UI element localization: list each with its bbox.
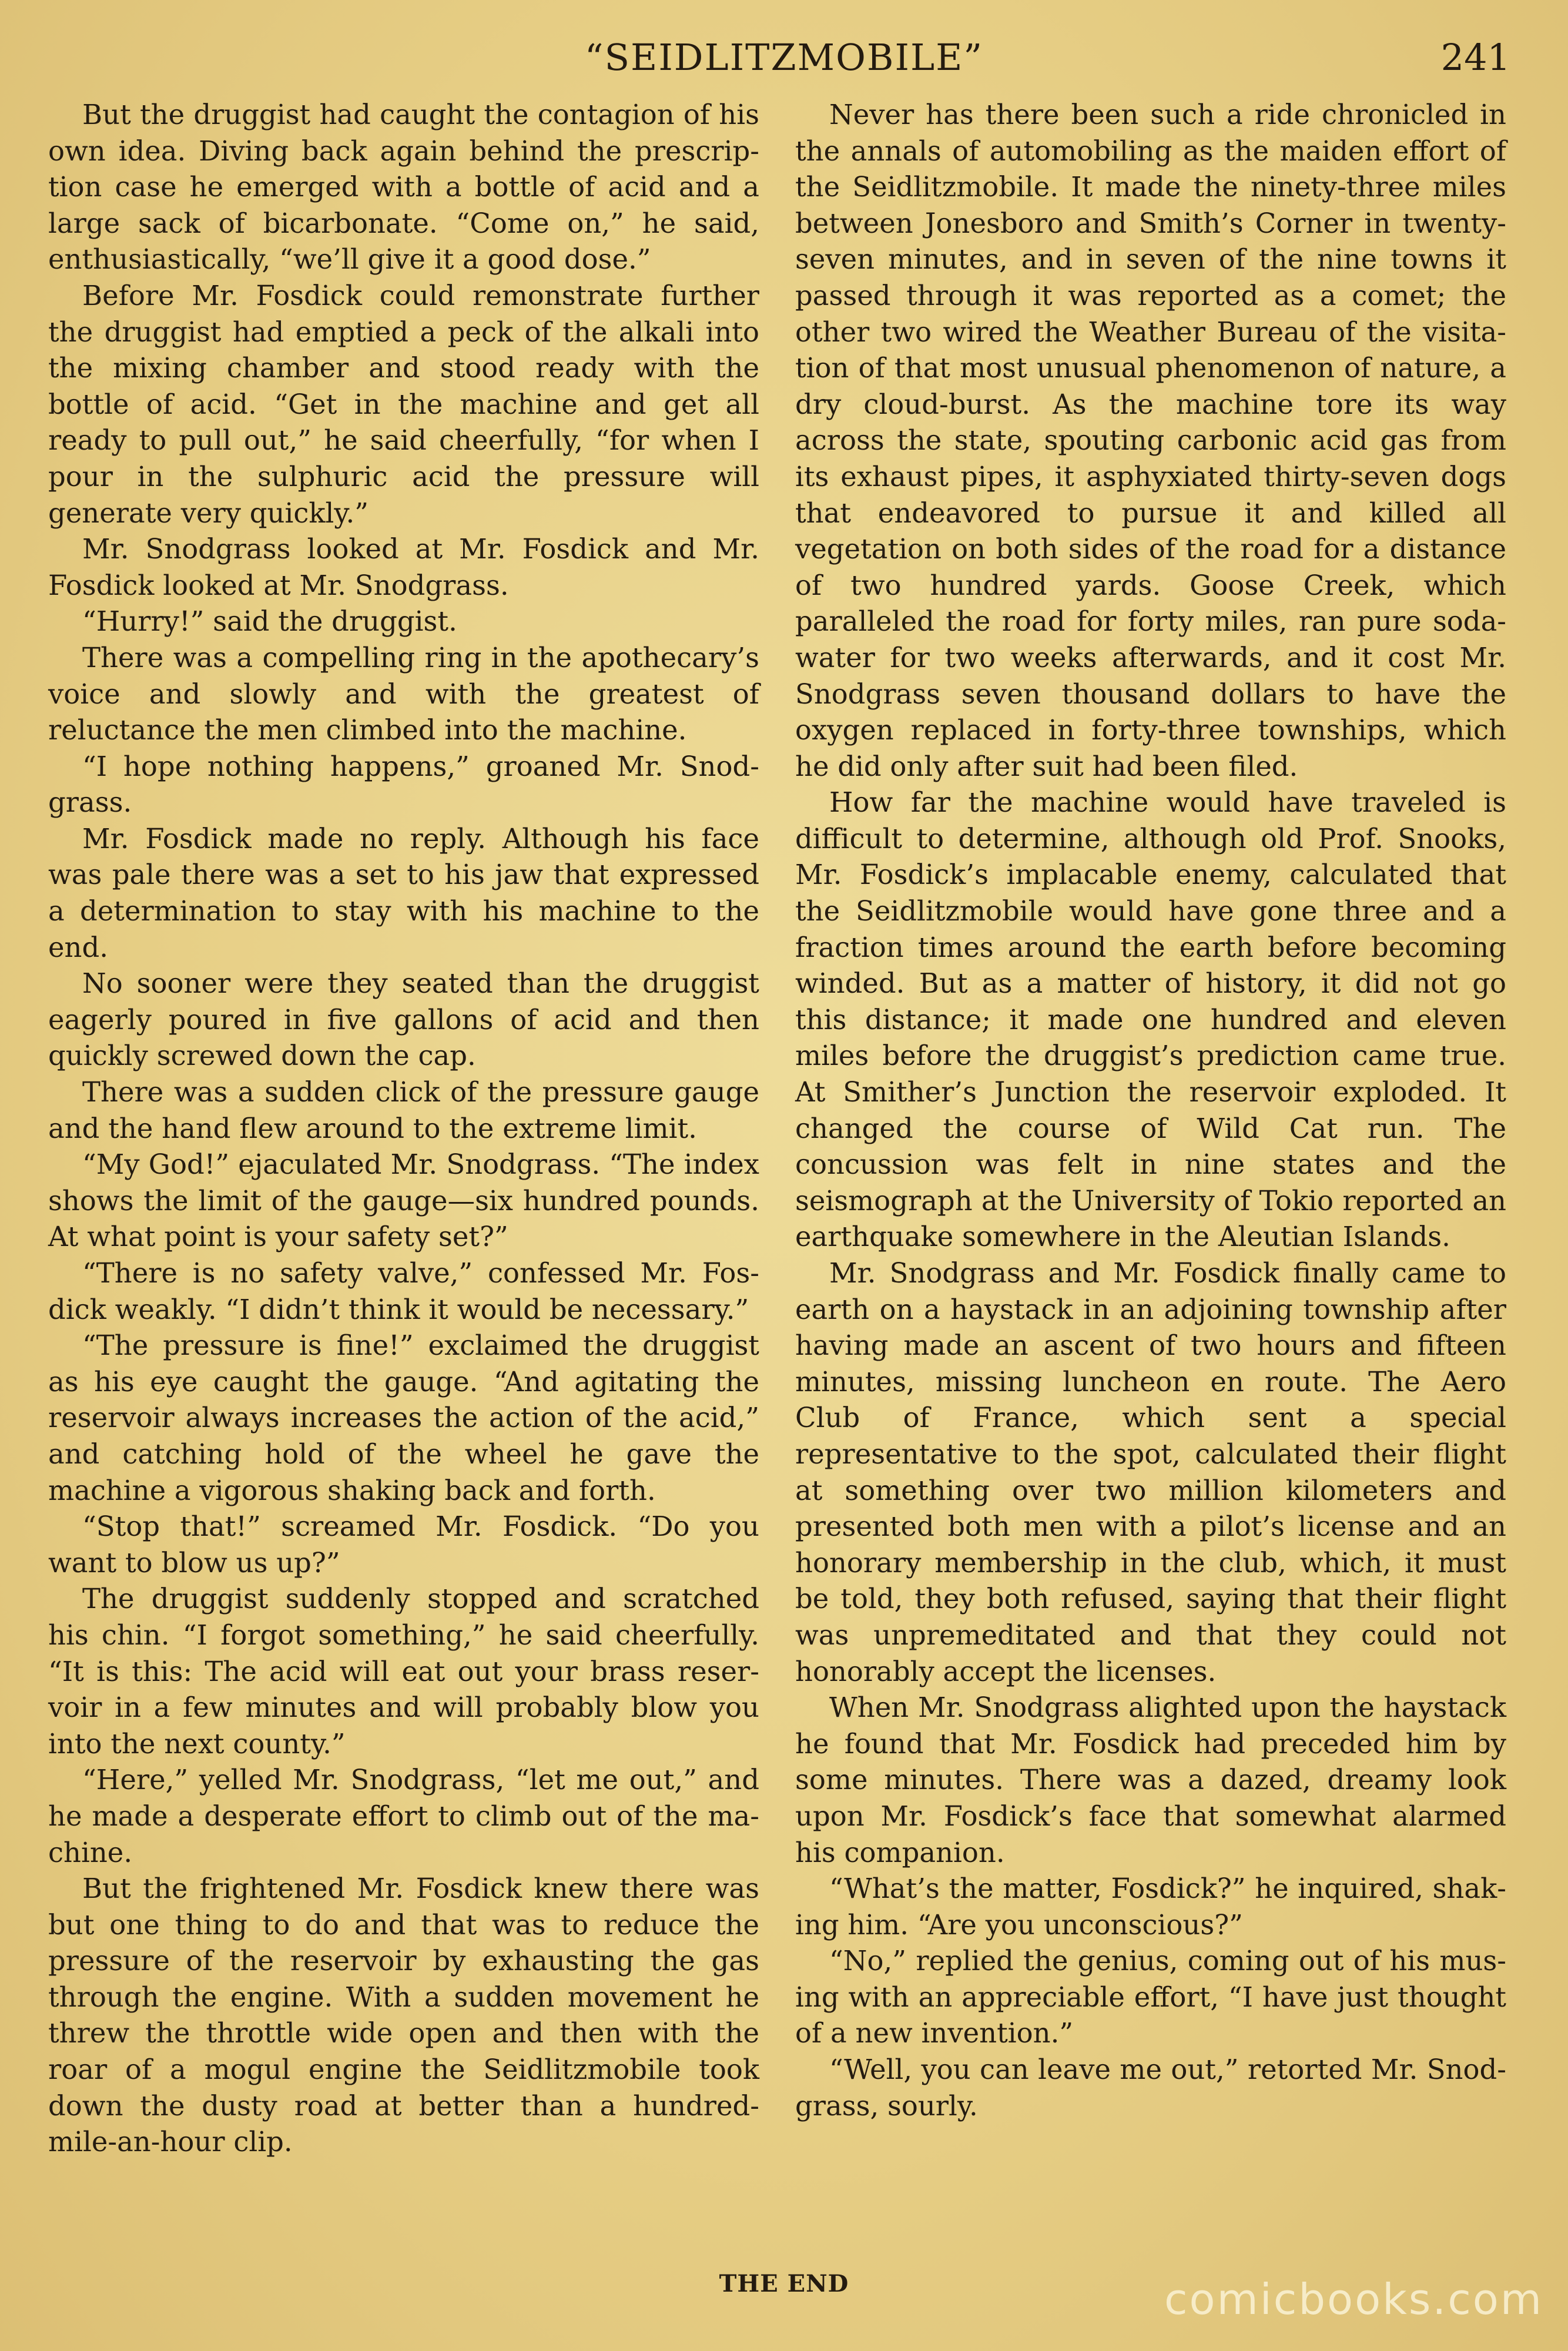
the-end-marker: THE END	[719, 2270, 849, 2298]
paragraph: “I hope nothing happens,” groaned Mr. Snodgrass.	[48, 750, 759, 819]
paragraph: But the druggist had caught the contagion of his own idea. Diving back again behind the prescription case he emerged with a bottle of acid and a large sack of bicarbonate. “Come on,” he said, enthusiastically, “we’ll give it a good dose.”	[48, 99, 759, 276]
paragraph: Mr. Fosdick made no reply. Although his face was pale there was a set to his jaw that expressed a determination to stay with his machine to the end.	[48, 822, 759, 963]
paragraph: Mr. Snodgrass and Mr. Fosdick finally came to earth on a haystack in an adjoining township after having made an ascent of two hours and fifteen minutes, missing luncheon en route. The Aero Club of France, which sent a special representative to the spot, calculated their flight at something over two million kilometers and presented both men with a pilot’s license and an honorary membership in the club, which, it must be told, they both refused, saying that their flight was unpremeditated and that they could not honorably accept the licenses.	[795, 1257, 1506, 1687]
page-header	[0, 34, 1568, 81]
paragraph: “No,” replied the genius, coming out of his musing with an appreciable effort, “I have just thought of a new invention.”	[795, 1945, 1506, 2049]
paragraph: “What’s the matter, Fosdick?” he inquired, shaking him. “Are you unconscious?”	[795, 1873, 1506, 1941]
paragraph: “Stop that!” screamed Mr. Fosdick. “Do you want to blow us up?”	[48, 1511, 759, 1579]
paragraph: “Well, you can leave me out,” retorted Mr. Snodgrass, sourly.	[795, 2054, 1506, 2122]
paragraph: “The pressure is fine!” exclaimed the druggist as his eye caught the gauge. “And agitating the reservoir always increases the action of the acid,” and catching hold of the wheel he gave the machine a vigorous shaking back and forth.	[48, 1329, 759, 1506]
paragraph: “Hurry!” said the druggist.	[82, 605, 457, 638]
paragraph: There was a sudden click of the pressure gauge and the hand flew around to the extreme limit.	[48, 1076, 759, 1144]
paragraph: Before Mr. Fosdick could remonstrate further the druggist had emptied a peck of the alkali into the mixing chamber and stood ready with the bottle of acid. “Get in the machine and get all ready to pull out,” he said cheerfully, “for when I pour in the sulphuric acid the pressure will generate very quickly.”	[48, 279, 759, 529]
paragraph: When Mr. Snodgrass alighted upon the haystack he found that Mr. Fosdick had preceded him by some minutes. There was a dazed, dreamy look upon Mr. Fosdick’s face that somewhat alarmed his companion.	[795, 1692, 1506, 1868]
running-title: “SEIDLITZMOBILE”	[584, 36, 984, 79]
paragraph: How far the machine would have traveled is difficult to determine, although old Prof. Snooks, Mr. Fosdick’s implacable enemy, calculated that the Seidlitzmobile would have gone three and a fraction times around the earth before becoming winded. But as a matter of history, it did not go this distance; it made one hundred and eleven miles before the druggist’s prediction came true. At Smither’s Junction the reservoir exploded. It changed the course of Wild Cat run. The concussion was felt in nine states and the seismograph at the University of Tokio reported an earthquake somewhere in the Aleutian Islands.	[795, 786, 1506, 1253]
paragraph: There was a compelling ring in the apothecary’s voice and slowly and with the greatest of reluctance the men climbed into the machine.	[48, 641, 759, 746]
paragraph: “There is no safety valve,” confessed Mr. Fosdick weakly. “I didn’t think it would be necessary.”	[48, 1257, 759, 1325]
paragraph: Never has there been such a ride chronicled in the annals of automobiling as the maiden effort of the Seidlitzmobile. It made the ninety-three miles between Jonesboro and Smith’s Corner in twenty-seven minutes, and in seven of the nine towns it passed through it was reported as a comet; the other two wired the Weather Bureau of the visitation of that most unusual phenomenon of nature, a dry cloud-burst. As the machine tore its way across the state, spouting carbonic acid gas from its exhaust pipes, it asphyxiated thirty-seven dogs that endeavored to pursue it and killed all vegetation on both sides of the road for a distance of two hundred yards. Goose Creek, which paralleled the road for forty miles, ran pure soda-water for two weeks afterwards, and it cost Mr. Snodgrass seven thousand dollars to have the oxygen replaced in forty-three townships, which he did only after suit had been filed.	[795, 99, 1506, 782]
site-watermark: comicbooks.com	[1164, 2275, 1543, 2324]
paragraph: “My God!” ejaculated Mr. Snodgrass. “The index shows the limit of the gauge—six hundred pounds. At what point is your safety set?”	[48, 1148, 759, 1253]
left-column	[48, 97, 759, 2161]
paragraph: “Here,” yelled Mr. Snodgrass, “let me out,” and he made a desperate effort to climb out of the machine.	[48, 1764, 759, 1868]
page-number: 241	[1440, 36, 1510, 79]
paragraph: No sooner were they seated than the druggist eagerly poured in five gallons of acid and then quickly screwed down the cap.	[48, 967, 759, 1072]
paragraph: But the frightened Mr. Fosdick knew there was but one thing to do and that was to reduce the pressure of the reservoir by exhausting the gas through the engine. With a sudden movement he threw the throttle wide open and then with the roar of a mogul engine the Seidlitzmobile took down the dusty road at better than a hundred-mile-an-hour clip.	[48, 1873, 759, 2158]
paragraph: The druggist suddenly stopped and scratched his chin. “I forgot something,” he said cheerfully. “It is this: The acid will eat out your brass reservoir in a few minutes and will probably blow you into the next county.”	[48, 1583, 759, 1760]
paragraph: Mr. Snodgrass looked at Mr. Fosdick and Mr. Fosdick looked at Mr. Snodgrass.	[48, 533, 759, 601]
right-column	[795, 97, 1506, 2124]
